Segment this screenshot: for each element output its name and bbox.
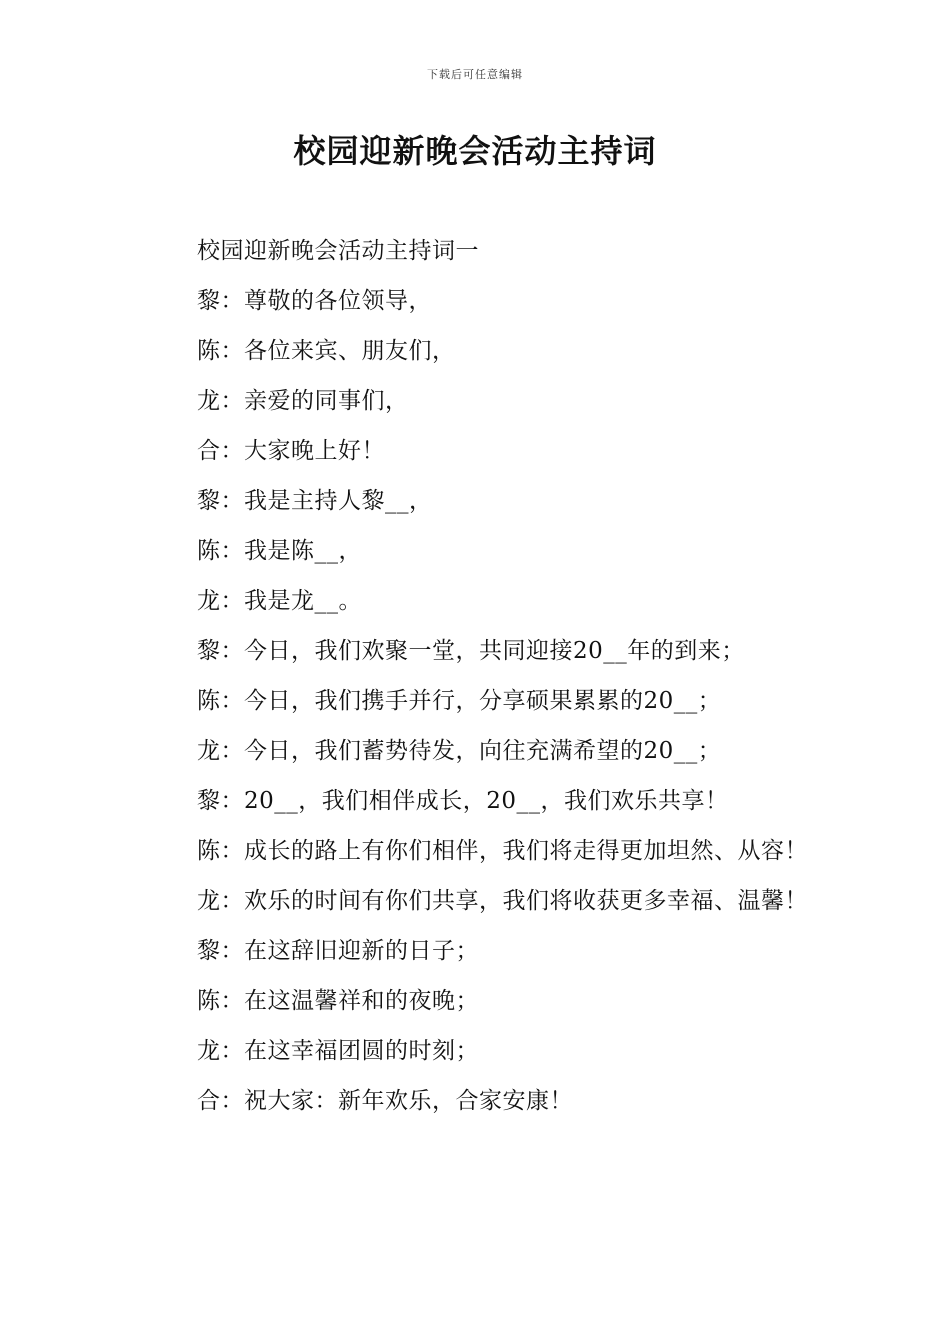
paragraph: 龙：今日，我们蓄势待发，向往充满希望的20__；	[197, 738, 722, 764]
header-note: 下载后可任意编辑	[427, 68, 523, 81]
paragraph: 陈：在这温馨祥和的夜晚；	[197, 988, 479, 1014]
paragraph: 陈：各位来宾、朋友们，	[197, 338, 456, 364]
paragraph: 黎：在这辞旧迎新的日子；	[197, 938, 479, 964]
document-body	[145, 226, 810, 1126]
paragraph: 龙：亲爱的同事们，	[197, 388, 409, 414]
paragraph: 龙：欢乐的时间有你们共享，我们将收获更多幸福、温馨！	[197, 888, 808, 914]
paragraph: 黎：今日，我们欢聚一堂，共同迎接20__年的到来；	[197, 638, 745, 664]
paragraph-subtitle: 校园迎新晚会活动主持词一	[197, 238, 479, 264]
paragraph: 合：大家晚上好！	[197, 438, 385, 464]
paragraph: 龙：我是龙__。	[197, 588, 362, 614]
paragraph: 合：祝大家：新年欢乐，合家安康！	[197, 1088, 573, 1114]
document-title: 校园迎新晚会活动主持词	[293, 132, 657, 170]
paragraph: 黎：尊敬的各位领导，	[197, 288, 432, 314]
paragraph: 陈：成长的路上有你们相伴，我们将走得更加坦然、从容！	[197, 838, 808, 864]
paragraph: 陈：我是陈__，	[197, 538, 362, 564]
paragraph: 陈：今日，我们携手并行，分享硕果累累的20__；	[197, 688, 722, 714]
paragraph: 龙：在这幸福团圆的时刻；	[197, 1038, 479, 1064]
paragraph: 黎：我是主持人黎__，	[197, 488, 433, 514]
paragraph: 黎：20__，我们相伴成长，20__，我们欢乐共享！	[197, 788, 729, 814]
